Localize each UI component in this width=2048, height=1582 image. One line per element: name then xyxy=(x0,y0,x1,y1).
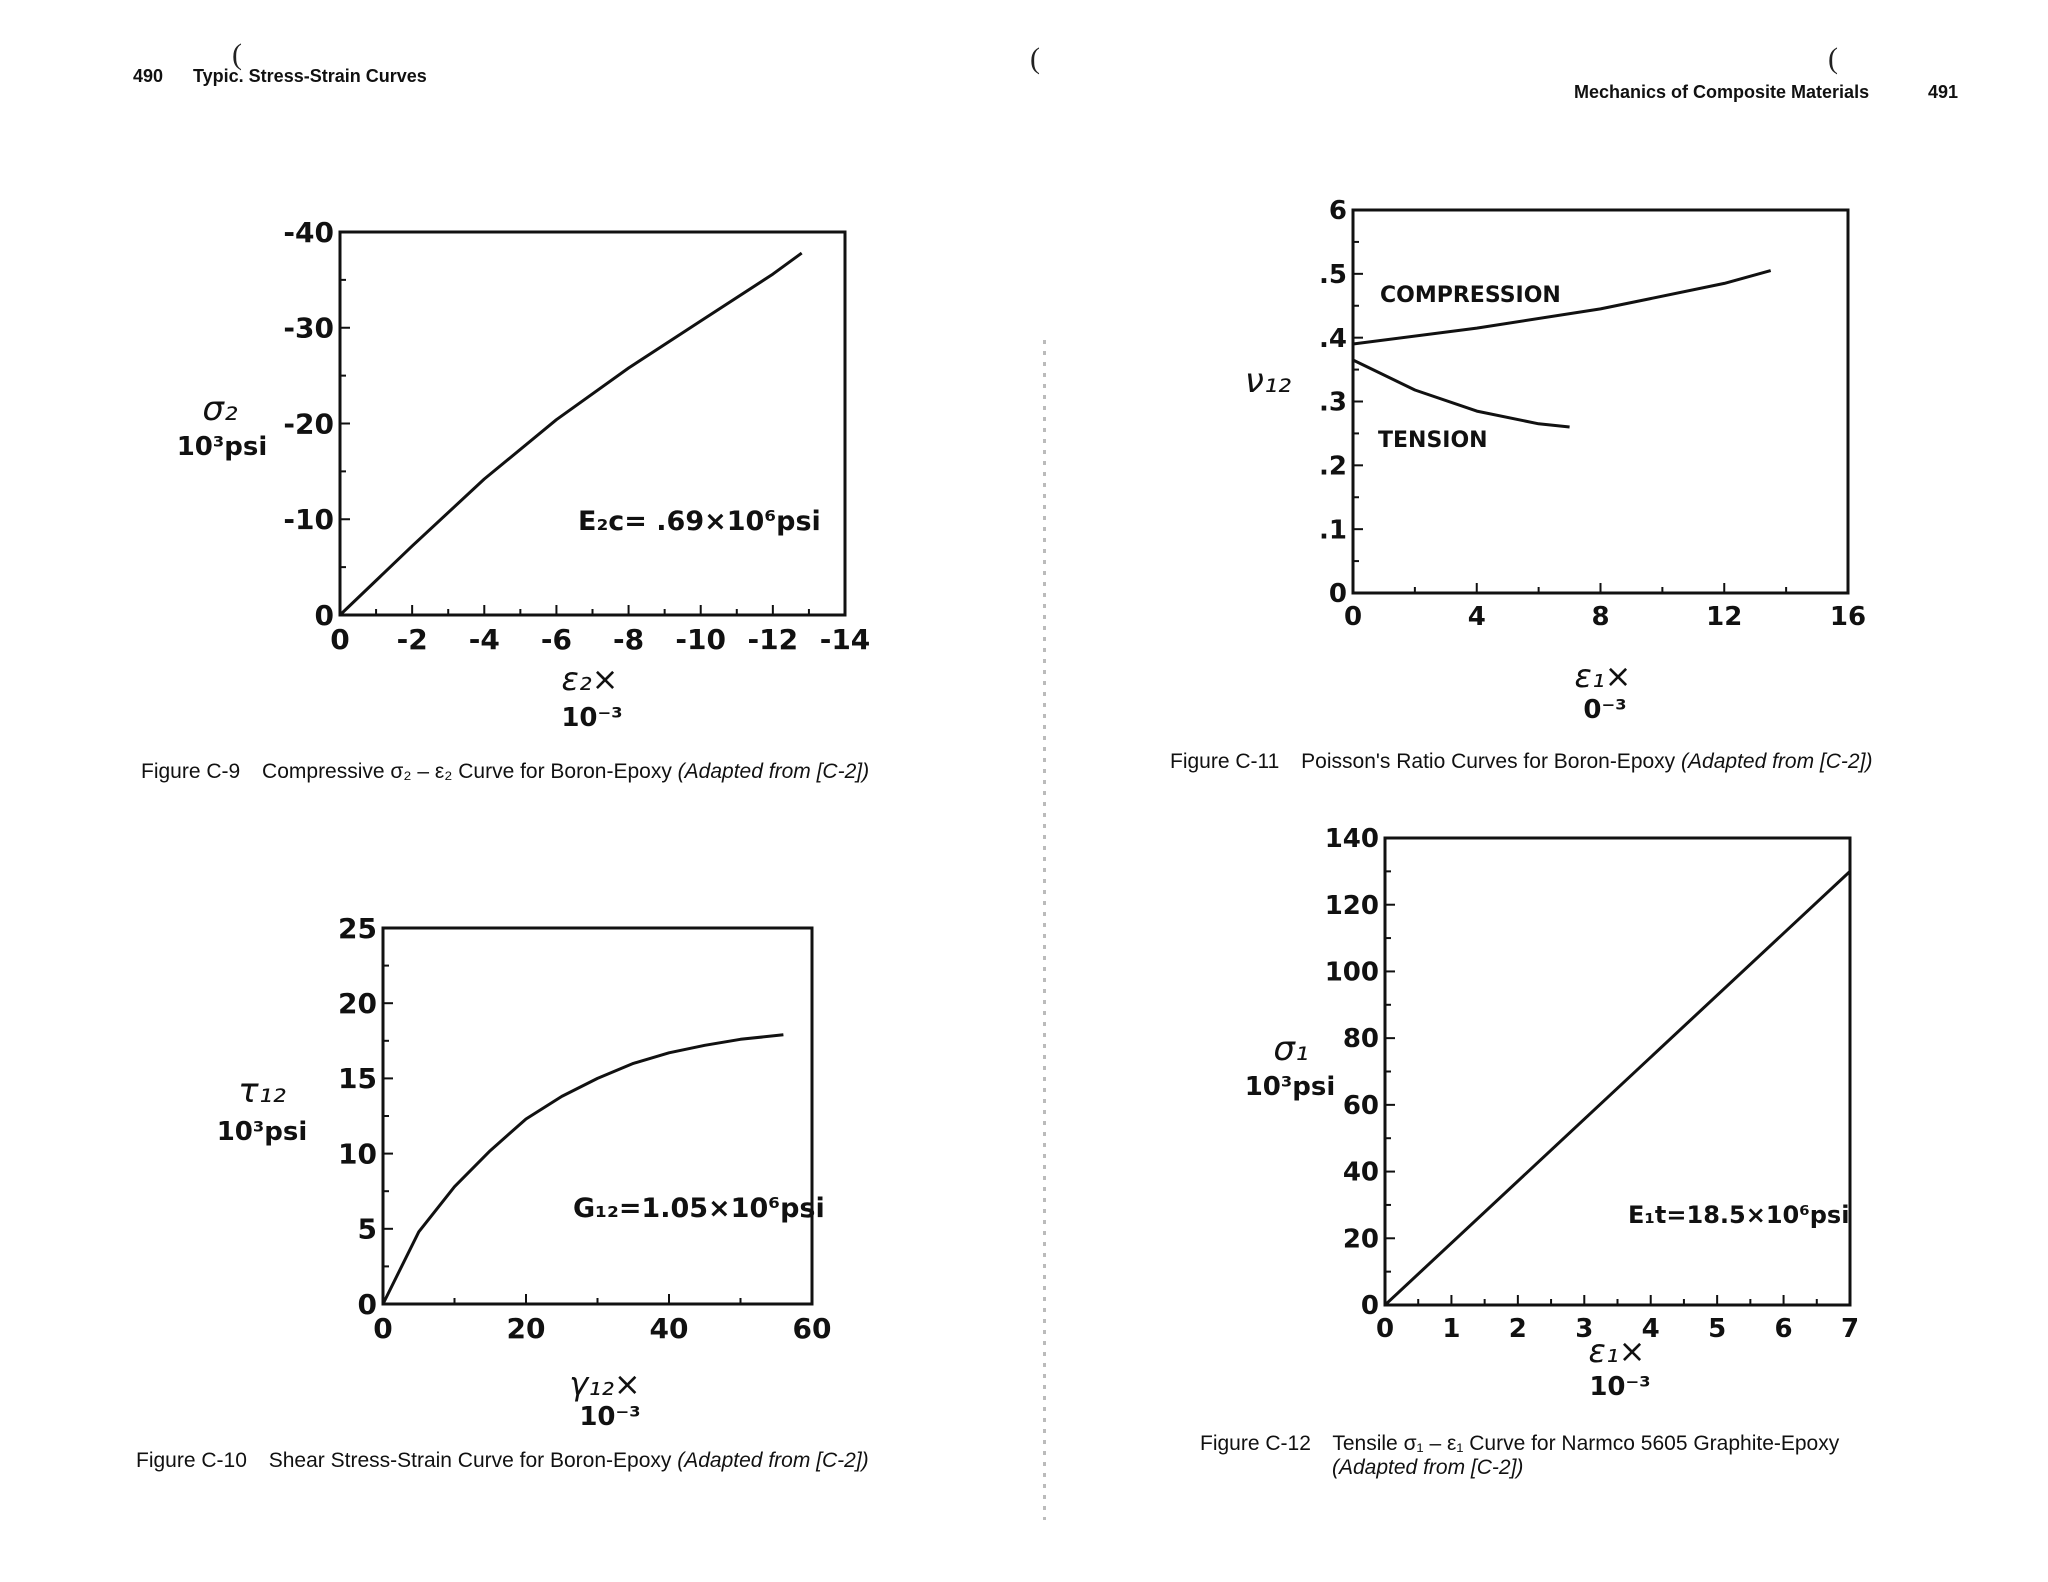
x-tick-label: -4 xyxy=(468,623,500,656)
x-axis-label: ε₁× xyxy=(1588,1332,1646,1370)
series-label: TENSION xyxy=(1378,428,1488,453)
page-gutter xyxy=(1043,340,1046,1520)
series-line-1 xyxy=(340,253,802,615)
y-tick-label: -10 xyxy=(283,503,334,537)
y-tick-label: 5 xyxy=(357,1212,377,1246)
x-axis-unit: 10⁻³ xyxy=(1589,1372,1651,1402)
y-tick-label: -20 xyxy=(283,407,334,441)
right-page-number: 491 xyxy=(1928,82,1959,102)
y-tick-label: 10 xyxy=(338,1137,377,1171)
y-tick-label: 120 xyxy=(1324,890,1379,921)
plot-frame xyxy=(1385,838,1850,1305)
x-tick-label: -14 xyxy=(819,623,871,656)
plot-frame xyxy=(1353,210,1848,593)
modulus-annotation: E₂c= .69×10⁶psi xyxy=(578,506,821,537)
caption-figure-c11 xyxy=(1170,750,1872,774)
y-axis-label: τ₁₂ xyxy=(238,1071,286,1111)
caption-figure-c12 xyxy=(1200,1432,1839,1480)
caption-number: Figure C-11 xyxy=(1170,750,1280,773)
left-running-title: Typic. Stress-Strain Curves xyxy=(193,66,427,86)
x-tick-label: 8 xyxy=(1591,602,1610,632)
x-axis-label: ε₁× xyxy=(1574,657,1632,695)
y-tick-label: -40 xyxy=(283,215,334,249)
x-tick-label: 0 xyxy=(1375,1314,1395,1344)
y-tick-label: -30 xyxy=(283,311,334,345)
left-page-number: 490 xyxy=(133,66,164,86)
y-axis-unit: 10³psi xyxy=(176,432,268,462)
stray-mark-right: ( xyxy=(1828,42,1838,75)
series-line-1 xyxy=(383,1035,783,1304)
caption-text: Poisson's Ratio Curves for Boron-Epoxy xyxy=(1301,750,1676,773)
x-tick-label: 3 xyxy=(1575,1314,1594,1344)
caption-text: Tensile σ₁ – ε₁ Curve for Narmco 5605 Graphite-Epoxy xyxy=(1332,1432,1840,1455)
y-axis-label: ν₁₂ xyxy=(1244,361,1292,401)
y-tick-label: .4 xyxy=(1319,323,1347,354)
x-tick-label: 7 xyxy=(1840,1314,1860,1344)
x-tick-label: -10 xyxy=(675,623,727,656)
caption-number: Figure C-10 xyxy=(136,1449,247,1472)
y-tick-label: 60 xyxy=(1342,1090,1379,1121)
y-tick-label: 15 xyxy=(338,1062,377,1096)
modulus-annotation: G₁₂=1.05×10⁶psi xyxy=(573,1193,825,1224)
caption-source: (Adapted from [C-2]) xyxy=(677,760,870,783)
y-axis-unit: 10³psi xyxy=(216,1117,308,1147)
x-tick-label: 16 xyxy=(1829,602,1867,632)
caption-number: Figure C-9 xyxy=(141,760,241,783)
x-tick-label: 4 xyxy=(1641,1314,1660,1344)
x-tick-label: 60 xyxy=(792,1312,832,1345)
stray-mark-center: ( xyxy=(1030,42,1040,75)
series-line-2 xyxy=(1353,360,1570,427)
y-tick-label: .5 xyxy=(1319,259,1347,290)
x-tick-label: 1 xyxy=(1442,1314,1461,1344)
y-tick-label: 0 xyxy=(1360,1291,1379,1322)
x-tick-label: 20 xyxy=(506,1312,546,1345)
x-tick-label: 5 xyxy=(1708,1314,1727,1344)
x-tick-label: 0 xyxy=(373,1312,393,1345)
caption-source: (Adapted from [C-2]) xyxy=(1681,750,1873,773)
caption-figure-c10 xyxy=(136,1449,869,1473)
x-axis-unit: 0⁻³ xyxy=(1583,695,1627,725)
plot-frame xyxy=(340,232,845,615)
series-label: COMPRESSION xyxy=(1380,283,1561,308)
y-tick-label: 25 xyxy=(338,911,377,945)
y-tick-label: .2 xyxy=(1319,451,1347,482)
modulus-annotation: E₁t=18.5×10⁶psi xyxy=(1628,1201,1850,1229)
plot-frame xyxy=(383,928,812,1304)
x-tick-label: 6 xyxy=(1774,1314,1793,1344)
y-tick-label: 40 xyxy=(1342,1157,1379,1188)
y-tick-label: 100 xyxy=(1324,957,1379,988)
y-tick-label: 0 xyxy=(314,598,334,632)
y-tick-label: 80 xyxy=(1342,1024,1379,1055)
x-tick-label: 0 xyxy=(330,623,350,656)
y-tick-label: 140 xyxy=(1324,824,1379,855)
caption-text: Shear Stress-Strain Curve for Boron-Epoxy xyxy=(268,1449,672,1472)
x-tick-label: 12 xyxy=(1706,602,1743,632)
caption-figure-c9 xyxy=(141,760,869,784)
x-tick-label: -12 xyxy=(747,623,799,656)
x-axis-label: γ₁₂× xyxy=(569,1365,641,1403)
series-line-1 xyxy=(1353,271,1771,344)
y-axis-label: σ₂ xyxy=(202,389,238,429)
x-tick-label: 40 xyxy=(649,1312,689,1345)
x-tick-label: -6 xyxy=(540,623,572,656)
x-axis-unit: 10⁻³ xyxy=(561,703,623,733)
x-tick-label: -2 xyxy=(396,623,428,656)
y-axis-unit: 10³psi xyxy=(1244,1072,1336,1102)
right-running-title: Mechanics of Composite Materials xyxy=(1574,82,1870,102)
x-tick-label: 0 xyxy=(1343,602,1363,632)
x-axis-unit: 10⁻³ xyxy=(579,1402,641,1432)
y-tick-label: 20 xyxy=(1342,1224,1379,1255)
y-tick-label: .3 xyxy=(1319,387,1347,418)
caption-source: (Adapted from [C-2]) xyxy=(677,1449,869,1472)
y-tick-label: 0 xyxy=(1328,579,1347,610)
caption-text: Compressive σ₂ – ε₂ Curve for Boron-Epoxy xyxy=(262,760,672,783)
caption-number: Figure C-12 xyxy=(1200,1432,1311,1455)
x-tick-label: 4 xyxy=(1467,602,1486,632)
y-axis-label: σ₁ xyxy=(1273,1029,1309,1069)
x-tick-label: 2 xyxy=(1508,1314,1527,1344)
y-tick-label: 0 xyxy=(357,1287,377,1321)
x-tick-label: -8 xyxy=(613,623,645,656)
y-tick-label: 6 xyxy=(1328,196,1347,227)
x-axis-label: ε₂× xyxy=(561,660,619,698)
y-tick-label: 20 xyxy=(338,987,377,1020)
y-tick-label: .1 xyxy=(1319,515,1347,546)
series-line-1 xyxy=(1385,871,1850,1305)
stray-mark-left: ( xyxy=(232,38,242,71)
caption-source: (Adapted from [C-2]) xyxy=(1332,1456,1524,1479)
